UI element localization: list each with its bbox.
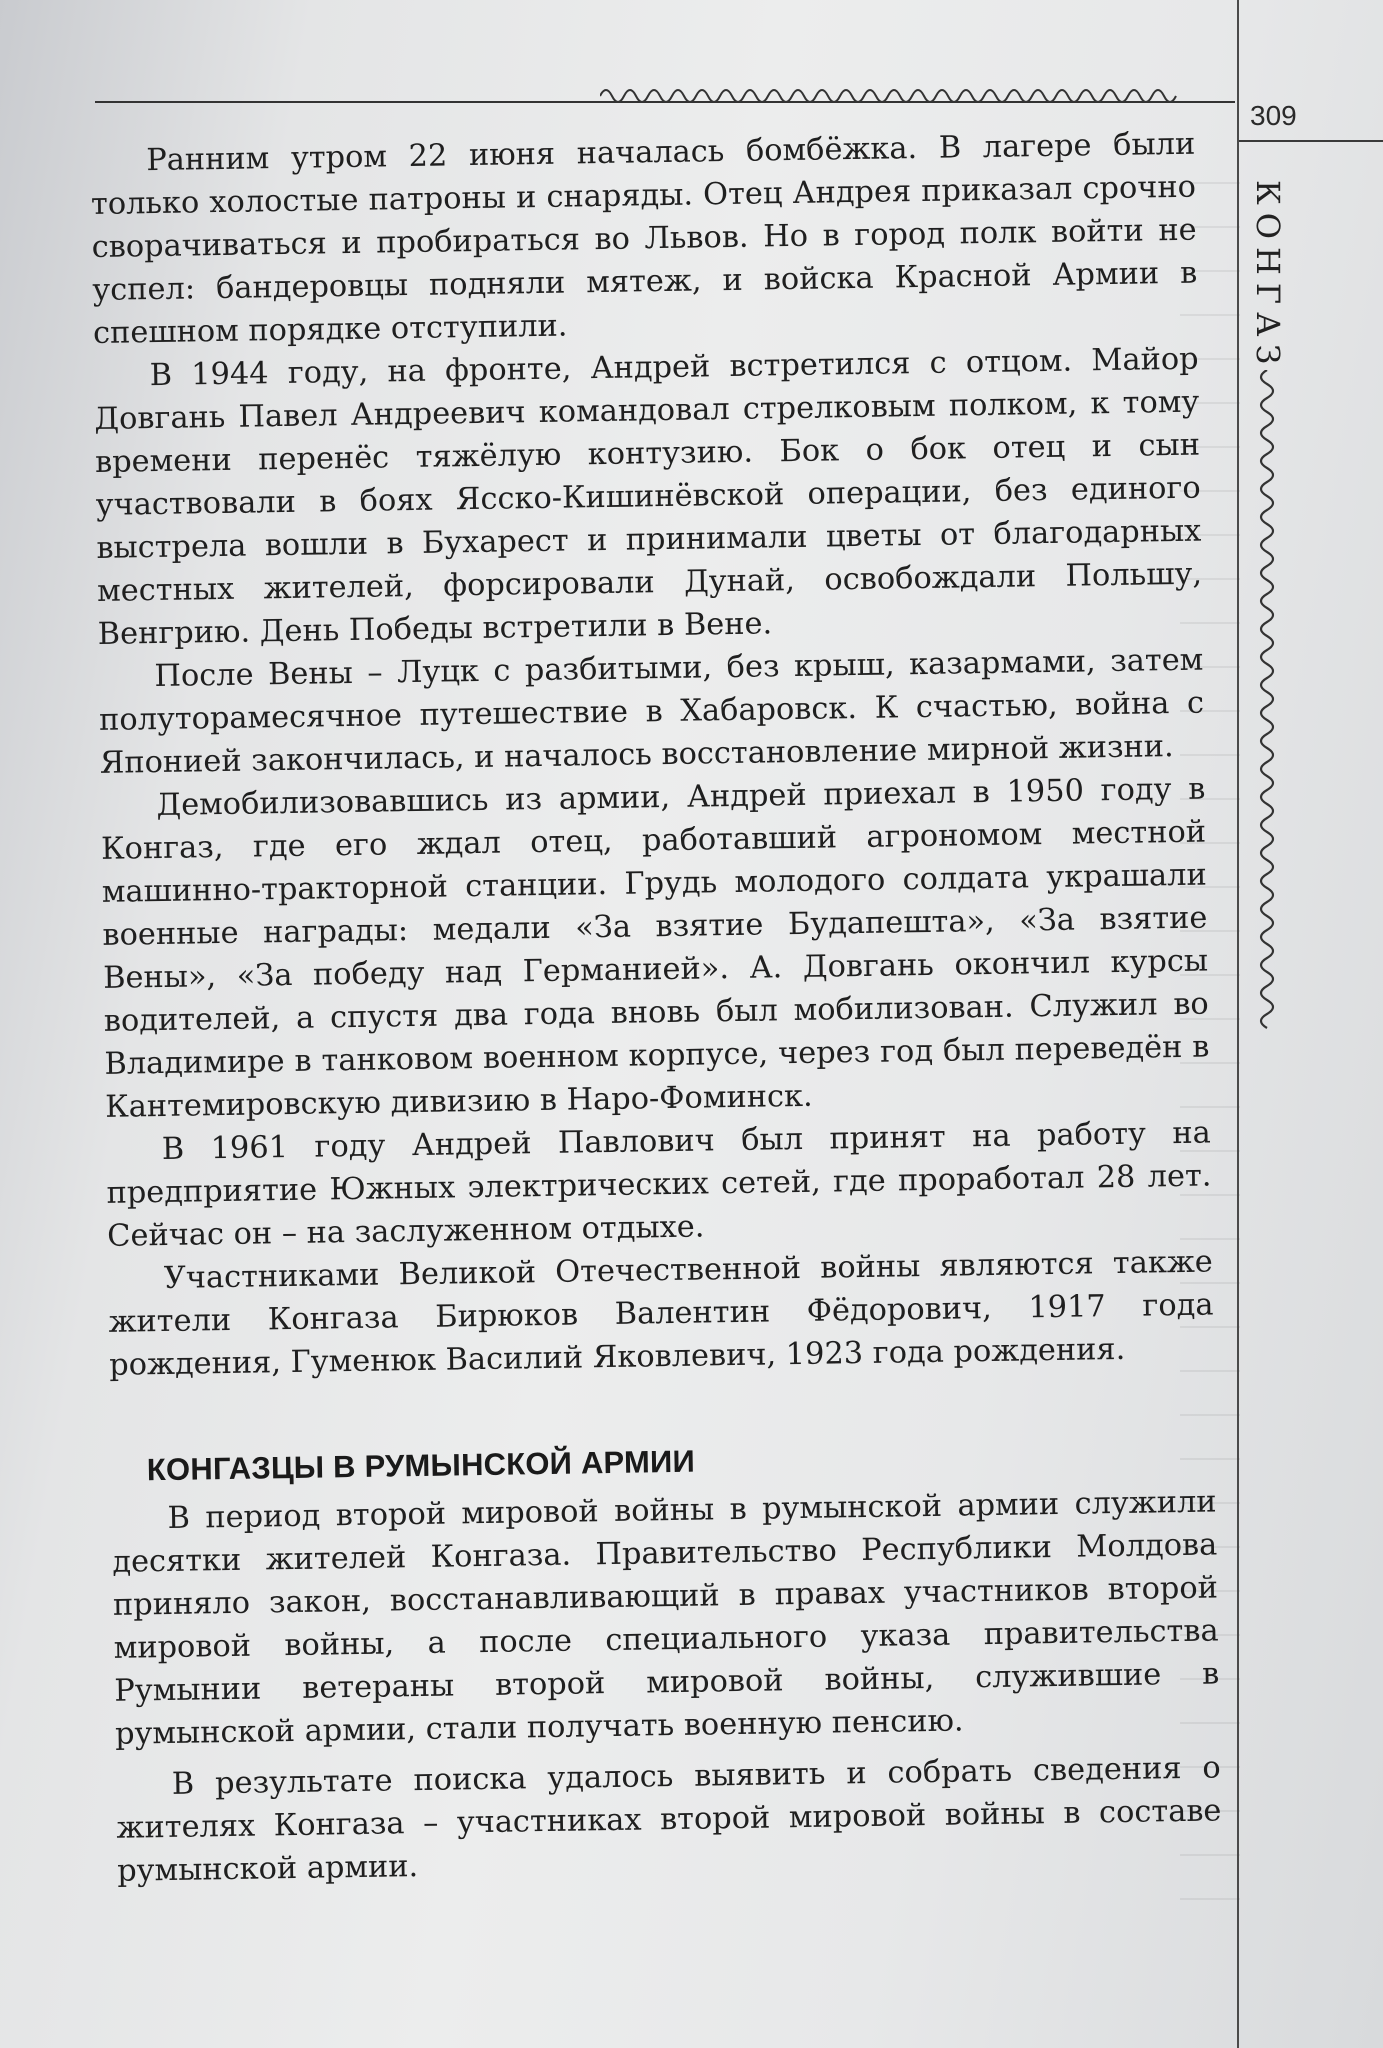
side-ornament-icon xyxy=(1247,370,1287,1030)
paragraph: Ранним утром 22 июня началась бомбёжка. В лагере были только холостые патроны и снаряды. Отец Андрея приказал срочно сворачиваться и пробираться во Львов. Но в город полк войти не успел: бандеровцы подняли мятеж, и войска Красной Армии в спешном порядке отступили. xyxy=(90,126,1198,351)
page-number: 309 xyxy=(1250,100,1297,131)
section-heading: КОНГАЗЦЫ В РУМЫНСКОЙ АРМИИ xyxy=(146,1443,696,1488)
paragraph: Участниками Великой Отечественной войны являются также жители Конгаза Бирюков Валентин Фёдорович, 1917 года рождения, Гуменюк Василий Яковлевич, 1923 года рождения. xyxy=(108,1244,1214,1383)
paragraph: В 1944 году, на фронте, Андрей встретился с отцом. Майор Довгань Павел Андреевич командовал стрелковым полком, к тому времени перенёс тяжёлую контузию. Бок о бок отец и сын участвовали в боях Ясско-Кишинёвской операции, без единого выстрела вошли в Бухарест и принимали цветы от благодарных местных жителей, форсировали Дунай, освобождали Польшу, Венгрию. День Победы встретили в Вене. xyxy=(94,341,1203,652)
main-text xyxy=(90,123,1222,1893)
paragraph: В 1961 году Андрей Павлович был принят на работу на предприятие Южных электрических сетей, где проработал 28 лет. Сейчас он – на заслуженном отдыхе. xyxy=(106,1115,1212,1254)
paragraph: В период второй мировой войны в румынской армии служили десятки жителей Конгаза. Правительство Республики Молдова приняло закон, восстанавливающий в правах участников второй мировой войны, а после специального указа правительства Румынии ветераны второй мировой войны, служившие в румынской армии, стали получать военную пенсию. xyxy=(112,1484,1220,1752)
running-title: КОНГАЗ xyxy=(1249,180,1287,373)
margin-header-rule xyxy=(1239,140,1383,142)
paragraph: Демобилизовавшись из армии, Андрей приехал в 1950 году в Конгаз, где его ждал отец, работавший агрономом местной машинно-тракторной станции. Грудь молодого солдата украшали военные награды: медали «За взятие Будапешта», «За взятие Вены», «За победу над Германией». А. Довгань окончил курсы водителей, а спустя два года вновь был мобилизован. Служил во Владимире в танковом военном корпусе, через год был переведён в Кантемировскую дивизию в Наро-Фоминск. xyxy=(100,771,1210,1125)
paragraph: После Вены – Луцк с разбитыми, без крыш, казармами, затем полуторамесячное путешествие в Хабаровск. К счастью, война с Японией закончилась, и началось восстановление мирной жизни. xyxy=(98,642,1205,781)
header-rule xyxy=(95,101,1235,103)
paragraph: В результате поиска удалось выявить и собрать сведения о жителях Конгаза – участниках второй мировой войны в составе румынской армии. xyxy=(116,1750,1222,1889)
margin-vertical-rule xyxy=(1237,0,1239,2048)
